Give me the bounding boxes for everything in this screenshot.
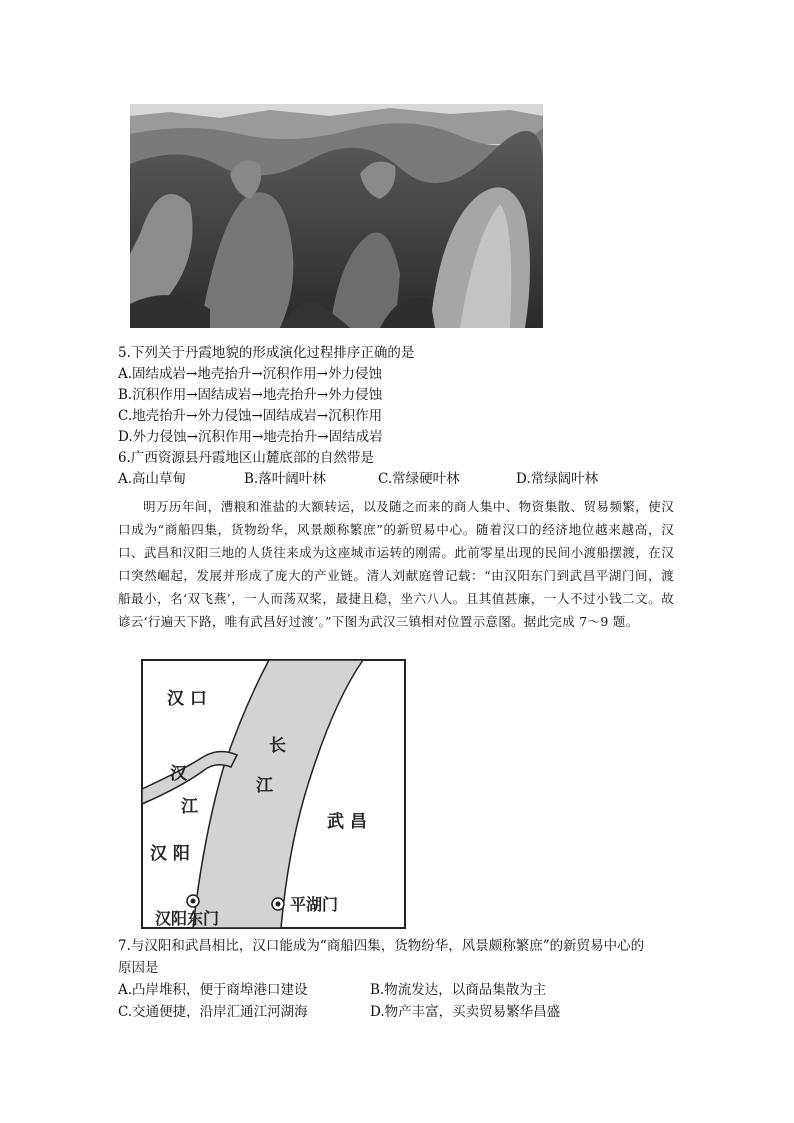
wuhan-three-towns-map <box>141 659 406 929</box>
question-7-stem-line2: 原因是 <box>118 960 159 976</box>
map-label-hankou: 汉 口 <box>167 689 207 709</box>
question-6-option-d: D.常绿阔叶林 <box>516 471 599 487</box>
question-6 <box>118 448 678 490</box>
question-7-options-row-2 <box>118 1001 678 1023</box>
map-label-hanyang: 汉 阳 <box>150 844 190 864</box>
question-7-option-d: D.物产丰富，买卖贸易繁华昌盛 <box>370 1004 561 1020</box>
question-6-option-b: B.落叶阔叶林 <box>244 471 326 487</box>
map-label-wuchang: 武 昌 <box>327 812 367 832</box>
map-label-han-jiang: 江 <box>181 797 198 817</box>
question-5-stem: 5.下列关于丹霞地貌的形成演化过程排序正确的是 <box>118 345 415 361</box>
map-label-pinghumen: 平湖门 <box>290 895 339 914</box>
question-7-option-b: B.物流发达，以商品集散为主 <box>370 982 547 998</box>
pinghumen-marker <box>272 898 284 910</box>
reading-passage <box>118 495 674 633</box>
map-label-han: 汉 <box>170 764 187 784</box>
map-label-chang: 长 <box>269 736 286 756</box>
map-label-hanyang-dongmen: 汉阳东门 <box>155 909 220 928</box>
question-7-stem-line1: 7.与汉阳和武昌相比，汉口能成为“商船四集，货物纷华，风景颇称繁庶”的新贸易中心的 <box>118 938 645 954</box>
question-5 <box>118 343 678 448</box>
question-7-option-a: A.凸岸堆积，便于商埠港口建设 <box>118 982 308 998</box>
question-5-option-a: A.固结成岩→地壳抬升→沉积作用→外力侵蚀 <box>118 366 382 382</box>
question-5-option-c: C.地壳抬升→外力侵蚀→固结成岩→沉积作用 <box>118 408 383 424</box>
question-6-stem: 6.广西资源县丹霞地区山麓底部的自然带是 <box>118 450 374 466</box>
question-5-option-b: B.沉积作用→固结成岩→地壳抬升→外力侵蚀 <box>118 387 383 403</box>
danxia-landform-photo <box>130 104 543 328</box>
question-7-options-row-1 <box>118 979 678 1001</box>
map-label-jiang: 江 <box>256 776 273 796</box>
passage-text: 明万历年间，漕粮和淮盐的大额转运，以及随之而来的商人集中、物资集散、贸易频繁，使汉口成为“商船四集，货物纷华，风景颇称繁庶”的新贸易中心。随着汉口的经济地位越来越高，汉口、武昌和汉阳三地的人货往来成为这座城市运转的刚需。此前零星出现的民间小渡船摆渡，在汉口突然崛起，发展并形成了庞大的产业链。清人刘献庭曾记载：“由汉阳东门到武昌平湖门间，渡船最小，名‘双飞燕’，一人而荡双桨，最捷且稳，坐六八人。且其值甚廉，一人不过小钱二文。故谚云‘行遍天下路，唯有武昌好过渡’。”下图为武汉三镇相对位置示意图。据此完成 7～9 题。 <box>118 499 674 629</box>
question-5-option-d: D.外力侵蚀→沉积作用→地壳抬升→固结成岩 <box>118 429 383 445</box>
question-6-option-c: C.常绿硬叶林 <box>378 471 460 487</box>
question-6-option-a: A.高山草甸 <box>118 471 187 487</box>
question-6-options <box>118 469 678 490</box>
question-7 <box>118 935 678 1023</box>
hanyang-dongmen-marker <box>187 895 199 907</box>
question-7-option-c: C.交通便捷，沿岸汇通江河湖海 <box>118 1004 308 1020</box>
